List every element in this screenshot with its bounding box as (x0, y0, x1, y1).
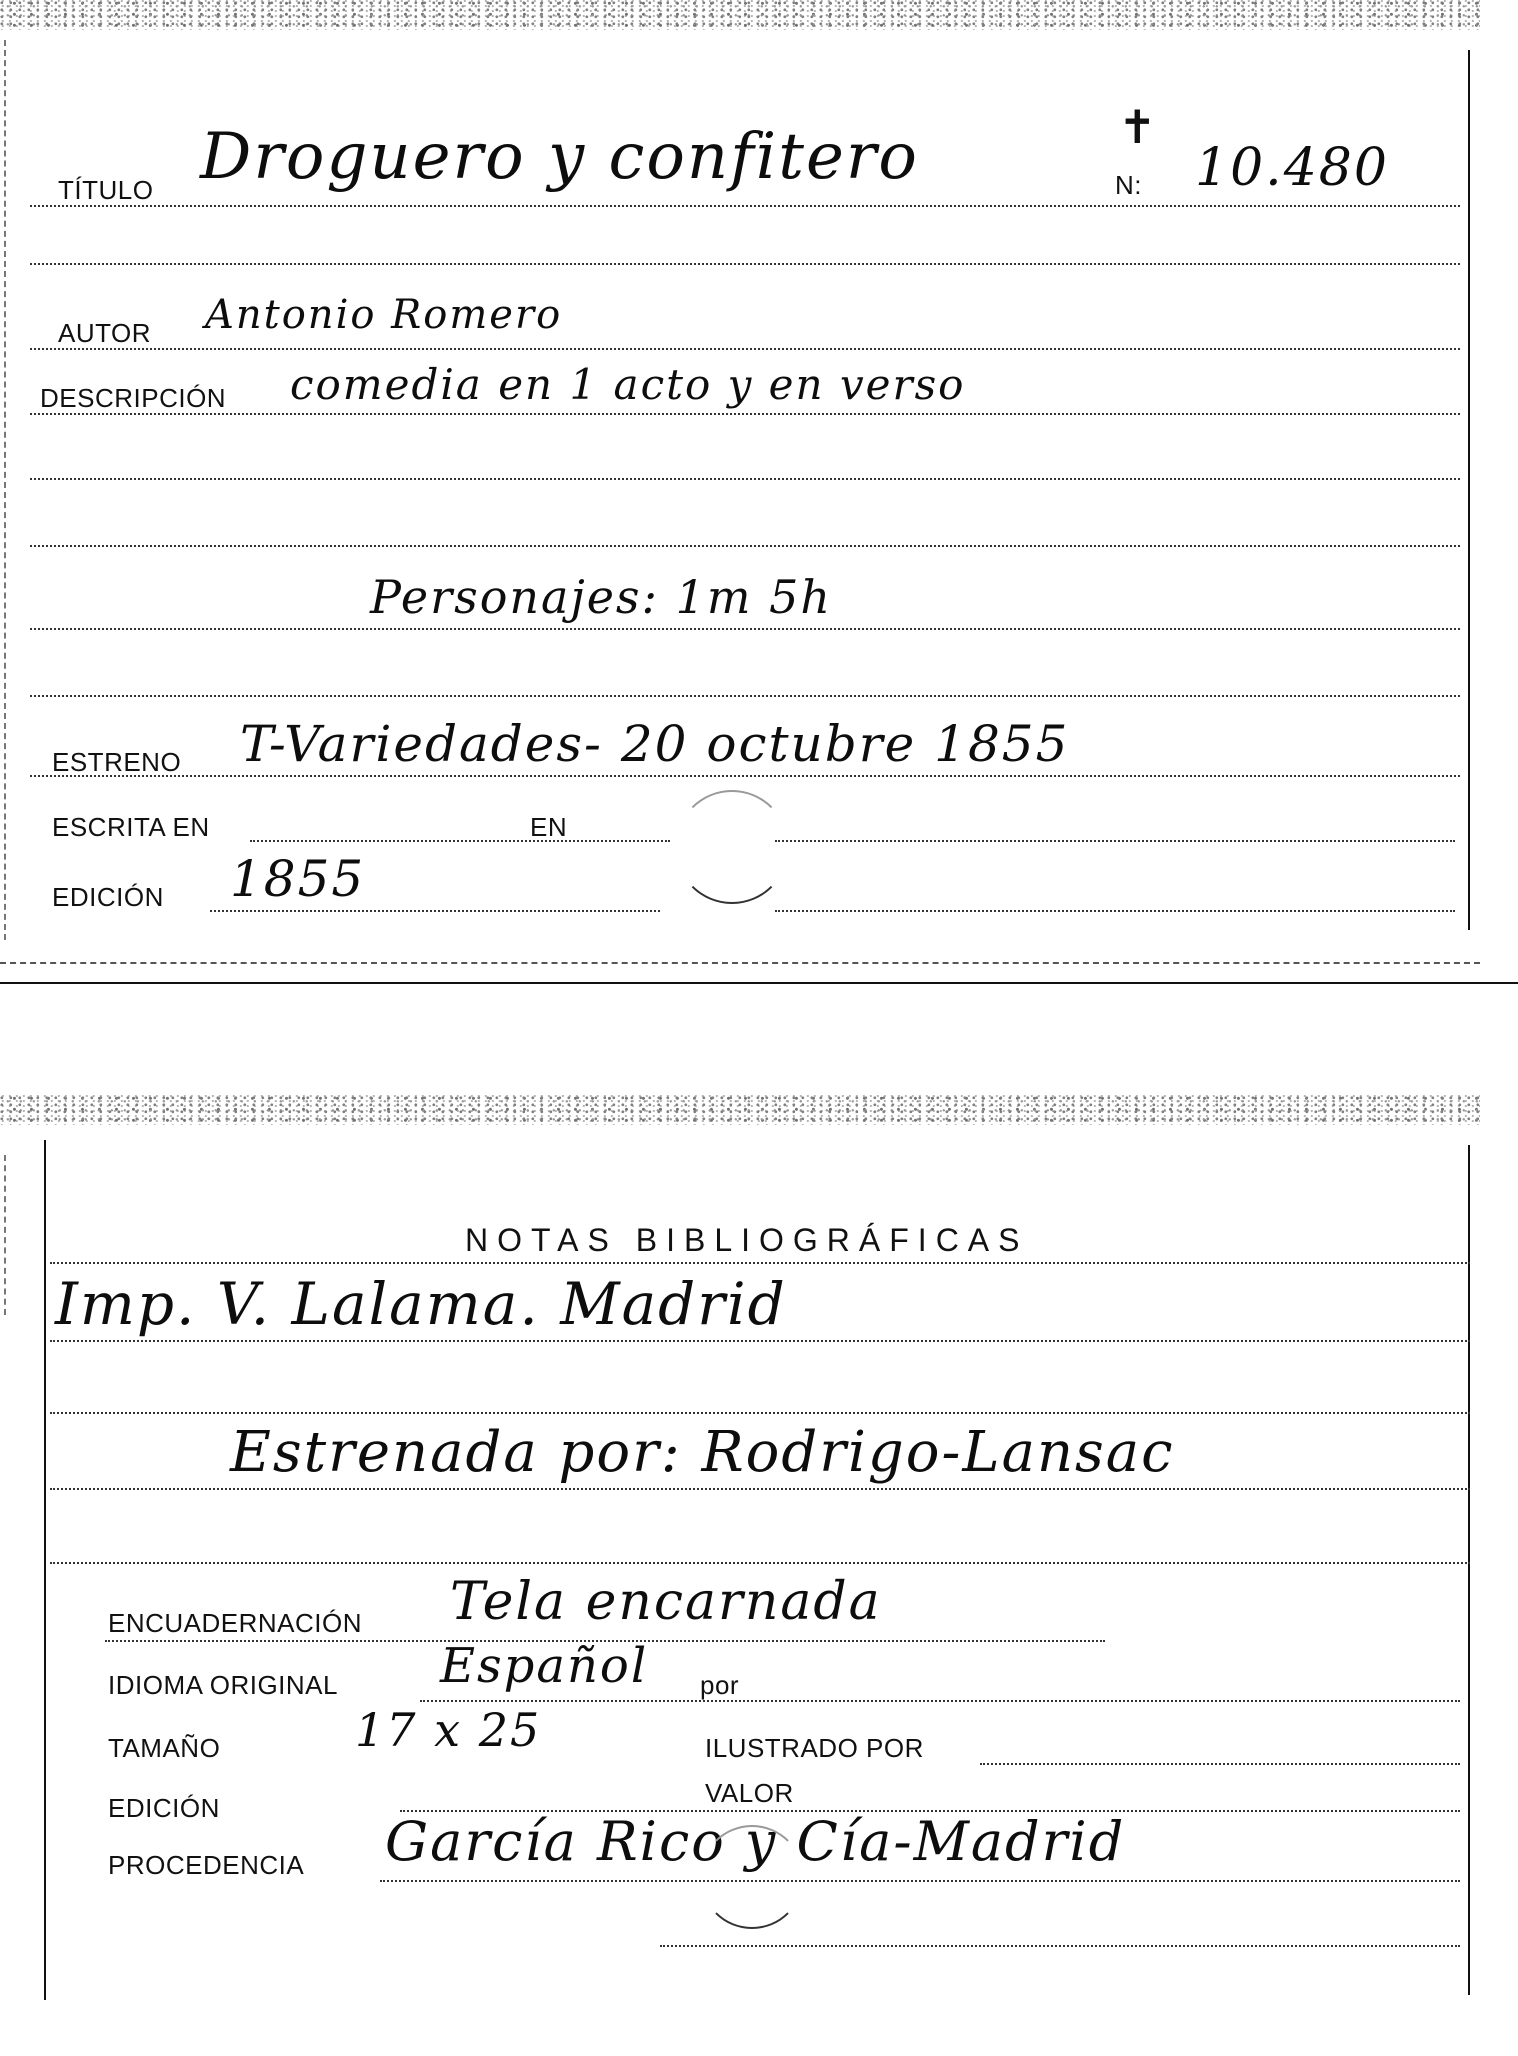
notas-line-4 (50, 1562, 1470, 1564)
encuadernacion-label: ENCUADERNACIÓN (108, 1608, 363, 1638)
blank-line-4 (30, 695, 1460, 697)
note-line-2: Estrenada por: Rodrigo-Lansac (230, 1420, 1175, 1485)
blank-line-1 (30, 263, 1460, 265)
edicion-line-2 (775, 910, 1455, 912)
descripcion-value: comedia en 1 acto y en verso (290, 360, 966, 409)
catalog-card-front (0, 0, 1480, 955)
card-edge-speckle (0, 1095, 1480, 1125)
numero-value: 10.480 (1195, 138, 1389, 198)
edicion-line (210, 910, 660, 912)
notas-line-0 (50, 1262, 1470, 1264)
notas-line-2 (50, 1412, 1470, 1414)
autor-line (30, 348, 1460, 350)
tamano-value: 17 x 25 (355, 1703, 542, 1757)
note-line-1: Imp. V. Lalama. Madrid (55, 1270, 787, 1338)
card-edge-speckle (0, 0, 1480, 30)
estreno-line (30, 775, 1460, 777)
card-left-edge (4, 40, 6, 940)
escrita-en-line (250, 840, 670, 842)
titulo-value: Droguero y confitero (200, 120, 919, 194)
card-right-border (1468, 1145, 1470, 1995)
autor-value: Antonio Romero (205, 292, 563, 338)
edicion-bottom-label: EDICIÓN (108, 1793, 220, 1823)
titulo-label: TÍTULO (58, 175, 154, 205)
ilustrado-line (980, 1763, 1460, 1765)
edicion-label: EDICIÓN (52, 882, 164, 912)
cross-mark-icon: ✝ (1118, 101, 1157, 153)
personajes-value: Personajes: 1m 5h (370, 570, 833, 624)
edicion-value: 1855 (230, 850, 366, 908)
card-bottom-edge (0, 962, 1480, 964)
en-line (775, 840, 1455, 842)
separator-line (0, 982, 1518, 984)
estreno-label: ESTRENO (52, 747, 182, 777)
procedencia-label: PROCEDENCIA (108, 1850, 305, 1880)
numero-label: N: (1115, 170, 1142, 200)
ilustrado-label: ILUSTRADO POR (705, 1733, 924, 1763)
blank-line-bottom (660, 1945, 1460, 1947)
descripcion-label: DESCRIPCIÓN (40, 383, 227, 413)
procedencia-line (380, 1880, 1460, 1882)
idioma-value: Español (440, 1638, 649, 1694)
card-left-border (44, 1140, 46, 2000)
idioma-label: IDIOMA ORIGINAL (108, 1670, 338, 1700)
blank-line-3 (30, 545, 1460, 547)
personajes-line (30, 628, 1460, 630)
en-label: EN (530, 812, 568, 842)
blank-line-2 (30, 478, 1460, 480)
autor-label: AUTOR (58, 318, 152, 348)
escrita-en-label: ESCRITA EN (52, 812, 210, 842)
stamp-hole (700, 1825, 804, 1929)
idioma-line (420, 1700, 1460, 1702)
tamano-label: TAMAÑO (108, 1733, 221, 1763)
estreno-value: T-Variedades- 20 octubre 1855 (240, 715, 1070, 773)
titulo-line (30, 205, 1460, 207)
card-right-border (1468, 50, 1470, 930)
encuadernacion-value: Tela encarnada (450, 1572, 882, 1632)
descripcion-line (30, 413, 1460, 415)
procedencia-value: García Rico y Cía-Madrid (385, 1810, 1126, 1873)
stamp-hole (675, 790, 789, 904)
valor-label: VALOR (705, 1778, 794, 1808)
card-left-edge (4, 1155, 6, 1315)
notas-line-3 (50, 1488, 1470, 1490)
notas-heading: NOTAS BIBLIOGRÁFICAS (465, 1222, 1029, 1258)
por-label: por (700, 1670, 740, 1700)
notas-line-1 (50, 1340, 1470, 1342)
